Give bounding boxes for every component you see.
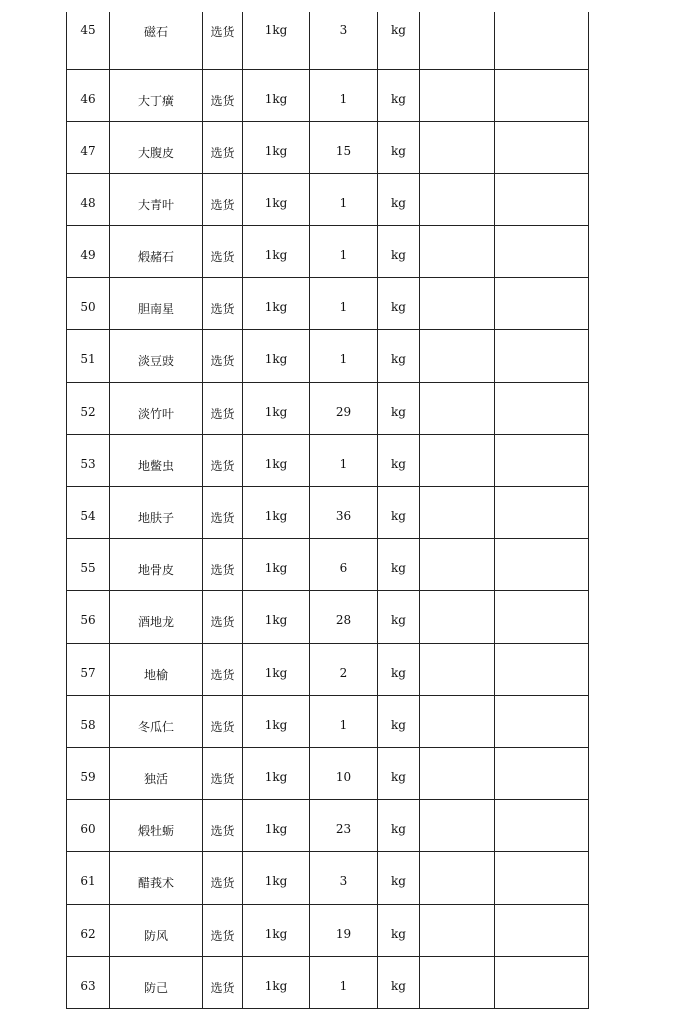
empty-cell: [420, 487, 495, 539]
row-number: 50: [67, 278, 110, 330]
row-number: 56: [67, 591, 110, 643]
item-grade: 选货: [203, 852, 243, 904]
item-quantity: 3: [310, 852, 378, 904]
table-row: [67, 330, 589, 382]
table-row: [67, 643, 589, 695]
empty-cell: [495, 69, 589, 121]
item-grade: 选货: [203, 539, 243, 591]
table-row: [67, 434, 589, 486]
table-row: [67, 121, 589, 173]
item-spec: 1kg: [243, 434, 310, 486]
item-spec: 1kg: [243, 956, 310, 1008]
item-spec: 1kg: [243, 852, 310, 904]
item-unit: kg: [378, 278, 420, 330]
empty-cell: [495, 12, 589, 69]
table-row: [67, 539, 589, 591]
empty-cell: [420, 591, 495, 643]
item-grade: 选货: [203, 591, 243, 643]
row-number: 60: [67, 800, 110, 852]
item-name: 淡竹叶: [110, 382, 203, 434]
empty-cell: [420, 852, 495, 904]
item-name: 大腹皮: [110, 121, 203, 173]
item-quantity: 1: [310, 956, 378, 1008]
item-quantity: 36: [310, 487, 378, 539]
table-row: [67, 173, 589, 225]
item-quantity: 15: [310, 121, 378, 173]
empty-cell: [420, 747, 495, 799]
row-number: 58: [67, 695, 110, 747]
empty-cell: [495, 643, 589, 695]
item-grade: 选货: [203, 800, 243, 852]
item-spec: 1kg: [243, 173, 310, 225]
row-number: 47: [67, 121, 110, 173]
empty-cell: [495, 330, 589, 382]
item-unit: kg: [378, 226, 420, 278]
row-number: 46: [67, 69, 110, 121]
item-name: 胆南星: [110, 278, 203, 330]
table-row: [67, 956, 589, 1008]
item-name: 大青叶: [110, 173, 203, 225]
empty-cell: [420, 643, 495, 695]
table-row: [67, 747, 589, 799]
table-row: [67, 278, 589, 330]
item-name: 大丁癀: [110, 69, 203, 121]
empty-cell: [495, 956, 589, 1008]
empty-cell: [420, 330, 495, 382]
table-row: [67, 800, 589, 852]
item-grade: 选货: [203, 904, 243, 956]
table-row: [67, 226, 589, 278]
item-quantity: 19: [310, 904, 378, 956]
item-name: 地榆: [110, 643, 203, 695]
item-name: 地肤子: [110, 487, 203, 539]
item-name: 煅牡蛎: [110, 800, 203, 852]
item-name: 冬瓜仁: [110, 695, 203, 747]
item-unit: kg: [378, 12, 420, 69]
empty-cell: [495, 852, 589, 904]
row-number: 55: [67, 539, 110, 591]
row-number: 63: [67, 956, 110, 1008]
item-name: 地鳖虫: [110, 434, 203, 486]
empty-cell: [495, 226, 589, 278]
empty-cell: [495, 278, 589, 330]
empty-cell: [495, 904, 589, 956]
item-spec: 1kg: [243, 121, 310, 173]
item-grade: 选货: [203, 487, 243, 539]
row-number: 48: [67, 173, 110, 225]
item-unit: kg: [378, 382, 420, 434]
row-number: 51: [67, 330, 110, 382]
item-quantity: 1: [310, 173, 378, 225]
empty-cell: [495, 800, 589, 852]
table-row: [67, 695, 589, 747]
item-quantity: 1: [310, 226, 378, 278]
empty-cell: [420, 695, 495, 747]
item-name: 防风: [110, 904, 203, 956]
empty-cell: [420, 434, 495, 486]
item-name: 防己: [110, 956, 203, 1008]
item-grade: 选货: [203, 330, 243, 382]
item-unit: kg: [378, 69, 420, 121]
table-body: [67, 12, 589, 1008]
empty-cell: [420, 226, 495, 278]
empty-cell: [495, 487, 589, 539]
item-spec: 1kg: [243, 695, 310, 747]
table-row: [67, 904, 589, 956]
row-number: 54: [67, 487, 110, 539]
item-spec: 1kg: [243, 591, 310, 643]
item-spec: 1kg: [243, 278, 310, 330]
empty-cell: [420, 800, 495, 852]
item-unit: kg: [378, 539, 420, 591]
item-quantity: 1: [310, 330, 378, 382]
empty-cell: [420, 173, 495, 225]
empty-cell: [420, 382, 495, 434]
table-row: [67, 69, 589, 121]
empty-cell: [420, 539, 495, 591]
item-quantity: 1: [310, 278, 378, 330]
item-spec: 1kg: [243, 12, 310, 69]
empty-cell: [495, 747, 589, 799]
row-number: 61: [67, 852, 110, 904]
price-table: [66, 12, 589, 1009]
item-unit: kg: [378, 800, 420, 852]
item-quantity: 28: [310, 591, 378, 643]
item-quantity: 2: [310, 643, 378, 695]
item-grade: 选货: [203, 747, 243, 799]
item-name: 淡豆豉: [110, 330, 203, 382]
item-grade: 选货: [203, 956, 243, 1008]
item-spec: 1kg: [243, 382, 310, 434]
empty-cell: [420, 12, 495, 69]
empty-cell: [495, 695, 589, 747]
item-grade: 选货: [203, 643, 243, 695]
table-row: [67, 591, 589, 643]
table-row: [67, 12, 589, 69]
empty-cell: [420, 278, 495, 330]
item-quantity: 3: [310, 12, 378, 69]
item-quantity: 6: [310, 539, 378, 591]
table-row: [67, 487, 589, 539]
item-name: 地骨皮: [110, 539, 203, 591]
item-name: 磁石: [110, 12, 203, 69]
table-row: [67, 852, 589, 904]
item-name: 煅赭石: [110, 226, 203, 278]
row-number: 45: [67, 12, 110, 69]
item-unit: kg: [378, 591, 420, 643]
item-unit: kg: [378, 852, 420, 904]
item-name: 独活: [110, 747, 203, 799]
item-grade: 选货: [203, 434, 243, 486]
empty-cell: [420, 69, 495, 121]
item-grade: 选货: [203, 69, 243, 121]
item-grade: 选货: [203, 695, 243, 747]
item-spec: 1kg: [243, 226, 310, 278]
item-quantity: 23: [310, 800, 378, 852]
item-grade: 选货: [203, 12, 243, 69]
item-quantity: 1: [310, 434, 378, 486]
item-spec: 1kg: [243, 487, 310, 539]
item-name: 醋莪术: [110, 852, 203, 904]
item-unit: kg: [378, 956, 420, 1008]
item-spec: 1kg: [243, 330, 310, 382]
empty-cell: [420, 121, 495, 173]
item-unit: kg: [378, 330, 420, 382]
item-name: 酒地龙: [110, 591, 203, 643]
item-spec: 1kg: [243, 69, 310, 121]
item-grade: 选货: [203, 278, 243, 330]
item-spec: 1kg: [243, 539, 310, 591]
item-unit: kg: [378, 173, 420, 225]
item-unit: kg: [378, 487, 420, 539]
item-spec: 1kg: [243, 800, 310, 852]
empty-cell: [420, 904, 495, 956]
row-number: 53: [67, 434, 110, 486]
item-unit: kg: [378, 121, 420, 173]
empty-cell: [495, 591, 589, 643]
row-number: 57: [67, 643, 110, 695]
item-unit: kg: [378, 747, 420, 799]
item-unit: kg: [378, 643, 420, 695]
row-number: 59: [67, 747, 110, 799]
item-grade: 选货: [203, 382, 243, 434]
item-quantity: 10: [310, 747, 378, 799]
empty-cell: [495, 434, 589, 486]
item-quantity: 1: [310, 69, 378, 121]
row-number: 49: [67, 226, 110, 278]
empty-cell: [495, 382, 589, 434]
row-number: 52: [67, 382, 110, 434]
row-number: 62: [67, 904, 110, 956]
item-grade: 选货: [203, 121, 243, 173]
empty-cell: [420, 956, 495, 1008]
item-quantity: 29: [310, 382, 378, 434]
item-spec: 1kg: [243, 747, 310, 799]
item-spec: 1kg: [243, 904, 310, 956]
item-unit: kg: [378, 904, 420, 956]
item-unit: kg: [378, 695, 420, 747]
table-row: [67, 382, 589, 434]
item-quantity: 1: [310, 695, 378, 747]
empty-cell: [495, 539, 589, 591]
empty-cell: [495, 121, 589, 173]
item-spec: 1kg: [243, 643, 310, 695]
item-unit: kg: [378, 434, 420, 486]
empty-cell: [495, 173, 589, 225]
item-grade: 选货: [203, 173, 243, 225]
item-grade: 选货: [203, 226, 243, 278]
